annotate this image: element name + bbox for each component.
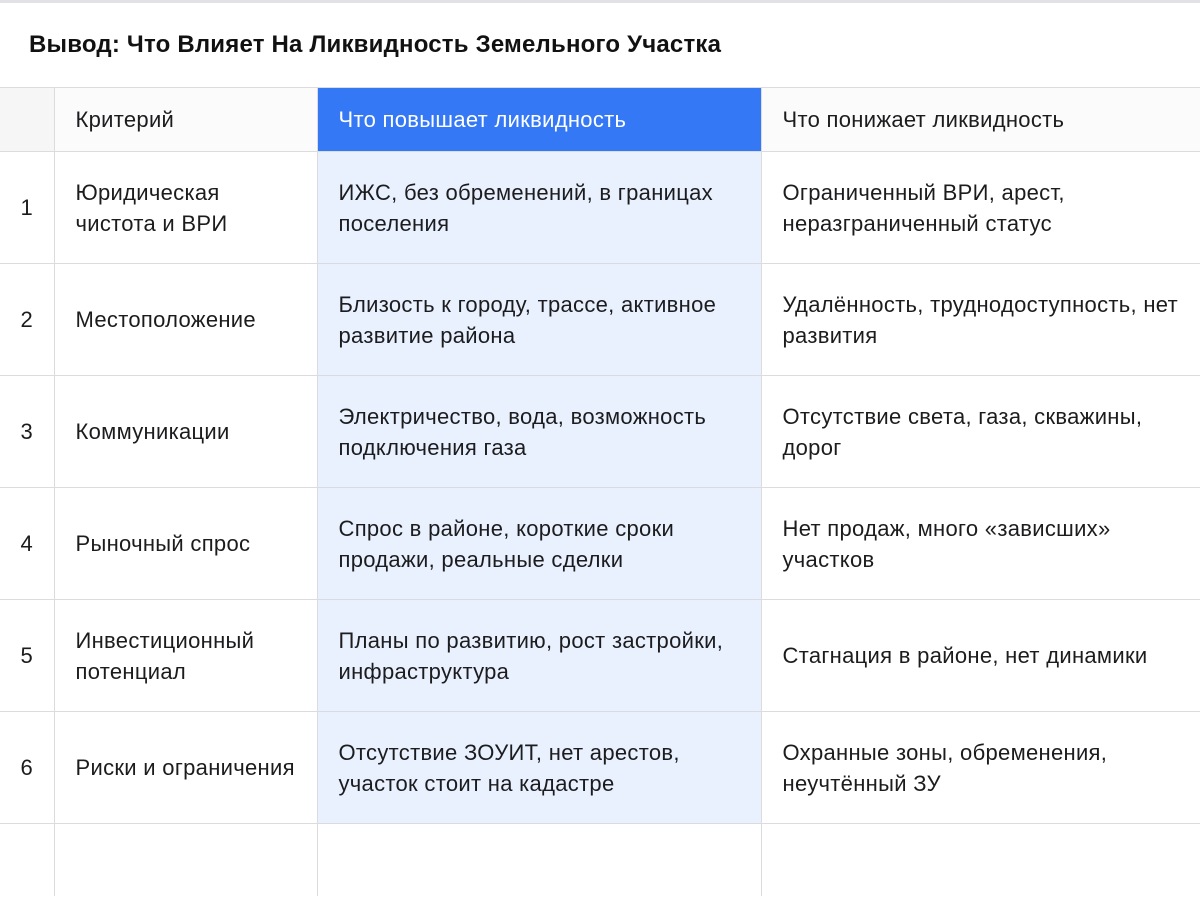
row-number[interactable]: 6 <box>0 712 54 824</box>
increases-cell[interactable]: Планы по развитию, рост застройки, инфраструктура <box>317 600 761 712</box>
increases-cell[interactable]: Спрос в районе, короткие сроки продажи, реальные сделки <box>317 488 761 600</box>
empty-cell[interactable] <box>54 824 317 897</box>
header-criterion[interactable]: Критерий <box>54 88 317 152</box>
row-number[interactable]: 2 <box>0 264 54 376</box>
row-number[interactable]: 3 <box>0 376 54 488</box>
table-row <box>0 376 1200 488</box>
criterion-cell[interactable]: Инвестиционный потенциал <box>54 600 317 712</box>
criterion-cell[interactable]: Рыночный спрос <box>54 488 317 600</box>
row-number[interactable]: 1 <box>0 152 54 264</box>
table-row <box>0 712 1200 824</box>
increases-cell[interactable]: Электричество, вода, возможность подключения газа <box>317 376 761 488</box>
row-number[interactable]: 4 <box>0 488 54 600</box>
decreases-cell[interactable]: Удалённость, труднодоступность, нет развития <box>761 264 1200 376</box>
empty-row <box>0 824 1200 897</box>
page-title: Вывод: Что Влияет На Ликвидность Земельного Участка <box>29 31 722 58</box>
header-index-cell[interactable] <box>0 88 54 152</box>
criterion-cell[interactable]: Местоположение <box>54 264 317 376</box>
empty-cell[interactable] <box>0 824 54 897</box>
table-header-row <box>0 88 1200 152</box>
header-increases[interactable]: Что повышает ликвидность <box>317 88 761 152</box>
increases-cell[interactable]: Близость к городу, трассе, активное развитие района <box>317 264 761 376</box>
increases-cell[interactable]: ИЖС, без обременений, в границах поселения <box>317 152 761 264</box>
decreases-cell[interactable]: Ограниченный ВРИ, арест, неразграниченный статус <box>761 152 1200 264</box>
liquidity-table <box>0 88 1200 896</box>
header-decreases[interactable]: Что понижает ликвидность <box>761 88 1200 152</box>
decreases-cell[interactable]: Нет продаж, много «зависших» участков <box>761 488 1200 600</box>
criterion-cell[interactable]: Риски и ограничения <box>54 712 317 824</box>
table-row <box>0 600 1200 712</box>
increases-cell[interactable]: Отсутствие ЗОУИТ, нет арестов, участок стоит на кадастре <box>317 712 761 824</box>
criterion-cell[interactable]: Юридическая чистота и ВРИ <box>54 152 317 264</box>
decreases-cell[interactable]: Охранные зоны, обременения, неучтённый ЗУ <box>761 712 1200 824</box>
table-row <box>0 152 1200 264</box>
empty-cell[interactable] <box>761 824 1200 897</box>
table-row <box>0 264 1200 376</box>
table-row <box>0 488 1200 600</box>
decreases-cell[interactable]: Отсутствие света, газа, скважины, дорог <box>761 376 1200 488</box>
row-number[interactable]: 5 <box>0 600 54 712</box>
decreases-cell[interactable]: Стагнация в районе, нет динамики <box>761 600 1200 712</box>
empty-cell[interactable] <box>317 824 761 897</box>
title-bar <box>0 3 1200 88</box>
criterion-cell[interactable]: Коммуникации <box>54 376 317 488</box>
